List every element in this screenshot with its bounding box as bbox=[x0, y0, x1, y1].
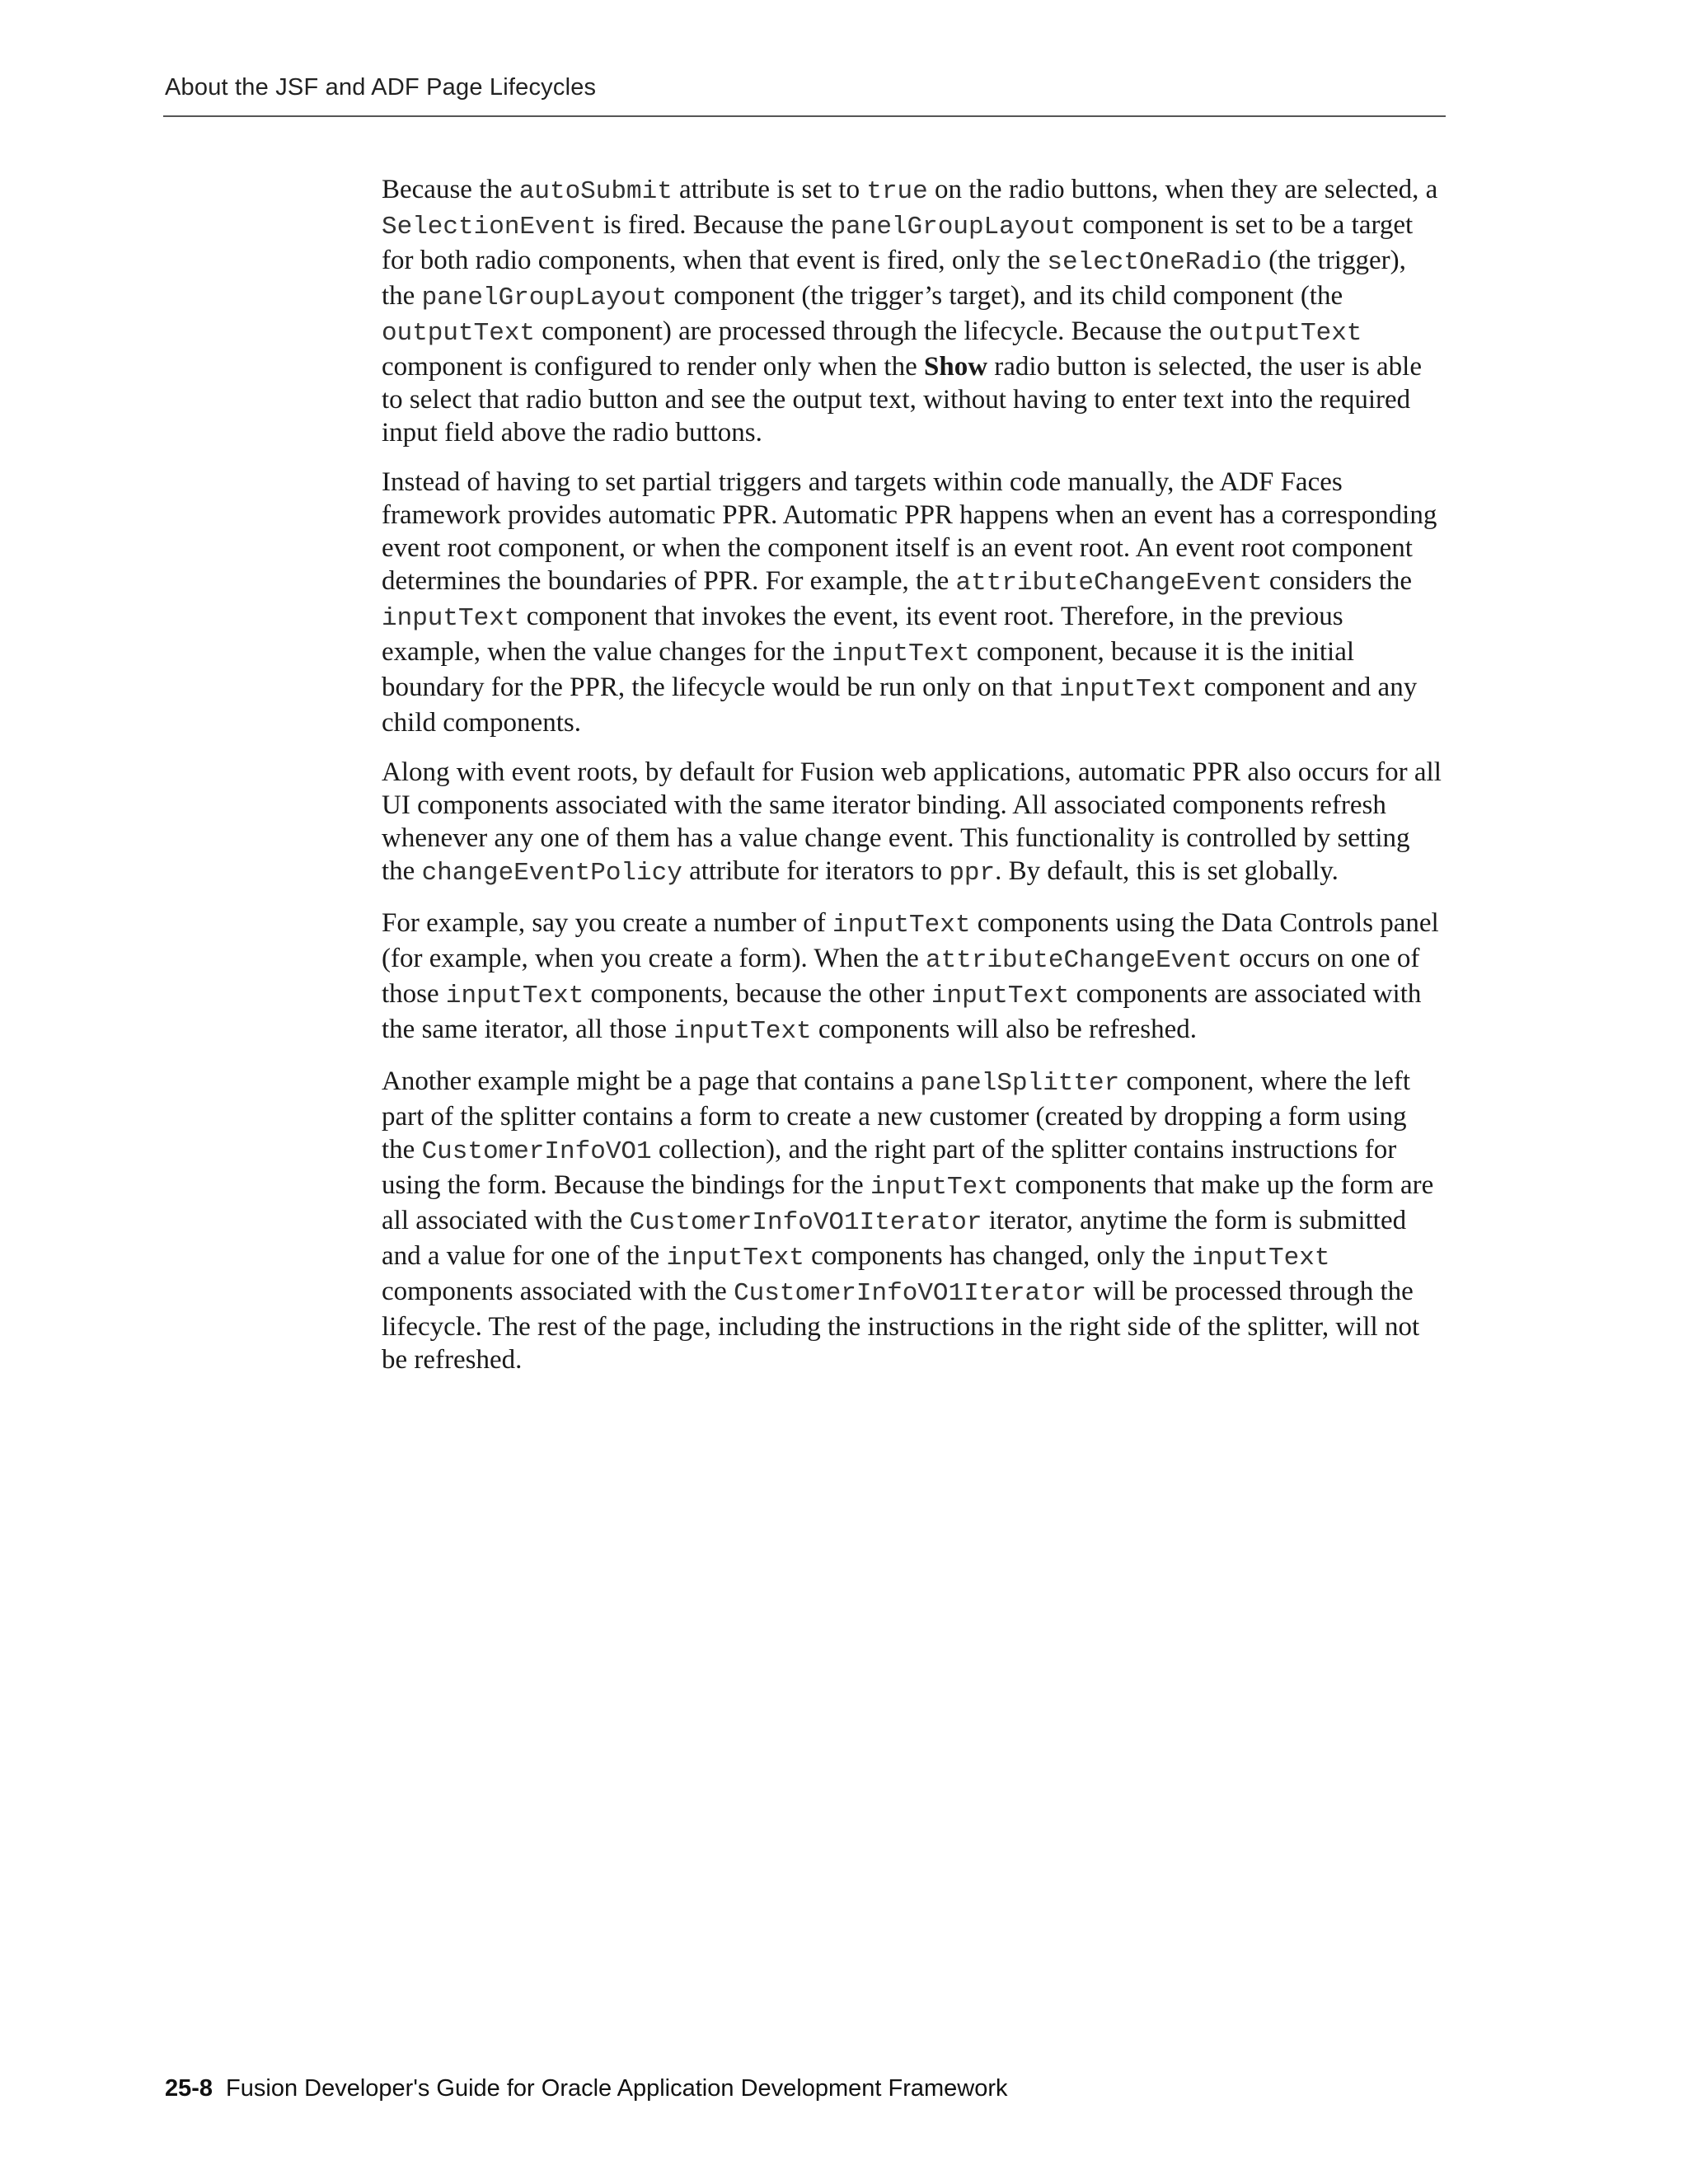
code-term: changeEventPolicy bbox=[421, 859, 682, 888]
code-term: SelectionEvent bbox=[382, 213, 597, 241]
text-run: Another example might be a page that contains a bbox=[382, 1066, 921, 1096]
text-run: components that make up the form are all associated with the bbox=[382, 1170, 1434, 1235]
text-run: considers the bbox=[1262, 566, 1413, 596]
page-number: 25-8 bbox=[165, 2075, 213, 2102]
text-run: occurs on one of those bbox=[382, 944, 1420, 1009]
text-run: Instead of having to set partial triggers and targets within code manually, the ADF Faces framework provides automatic PPR. Automatic PPR happens when an event has a corresponding event root component, or when the component itself is an event root. An event root component determines the boundaries of PPR. For example, the bbox=[382, 467, 1437, 596]
text-run: component, because it is the initial boundary for the PPR, the lifecycle would be run only on that bbox=[382, 637, 1355, 702]
text-run: attribute is set to bbox=[672, 175, 867, 204]
code-term: inputText bbox=[870, 1173, 1009, 1202]
text-run: component (the trigger’s target), and its child component (the bbox=[667, 281, 1343, 311]
code-term: inputText bbox=[673, 1017, 812, 1046]
text-run: is fired. Because the bbox=[596, 210, 831, 240]
code-term: inputText bbox=[1059, 675, 1198, 704]
text-run: components has changed, only the bbox=[804, 1241, 1193, 1271]
code-term: inputText bbox=[445, 982, 584, 1010]
text-run: For example, say you create a number of bbox=[382, 908, 833, 938]
code-term: panelGroupLayout bbox=[830, 213, 1076, 241]
code-term: attributeChangeEvent bbox=[926, 946, 1233, 975]
code-term: autoSubmit bbox=[518, 177, 673, 206]
code-term: inputText bbox=[382, 604, 520, 633]
text-run: component, where the left part of the splitter contains a form to create a new customer (created by dropping a form using the bbox=[382, 1066, 1411, 1165]
text-run: components will also be refreshed. bbox=[811, 1015, 1198, 1044]
running-header: About the JSF and ADF Page Lifecycles bbox=[165, 74, 597, 101]
code-term: inputText bbox=[666, 1244, 804, 1272]
text-run: (the trigger), the bbox=[382, 246, 1406, 311]
body-text bbox=[382, 173, 1445, 1393]
text-run: will be processed through the lifecycle. The rest of the page, including the instructions in the right side of the splitter, will not be refreshed. bbox=[382, 1277, 1420, 1375]
book-title: Fusion Developer's Guide for Oracle Application Development Framework bbox=[226, 2075, 1008, 2102]
code-term: inputText bbox=[1192, 1244, 1330, 1272]
code-term: inputText bbox=[832, 640, 970, 668]
paragraph bbox=[382, 466, 1445, 739]
text-run: component is set to be a target for both radio components, when that event is fired, only the bbox=[382, 210, 1414, 275]
paragraph bbox=[382, 907, 1445, 1048]
text-run: component and any child components. bbox=[382, 673, 1418, 738]
text-run: radio button is selected, the user is able to select that radio button and see the output text, without having to enter text into the required input field above the radio buttons. bbox=[382, 352, 1422, 448]
page-footer bbox=[165, 2075, 1008, 2102]
code-term: inputText bbox=[832, 911, 971, 940]
text-run: components using the Data Controls panel (for example, when you create a form). When the bbox=[382, 908, 1439, 973]
text-run: Because the bbox=[382, 175, 519, 204]
code-term: outputText bbox=[1208, 319, 1362, 348]
header-divider bbox=[163, 115, 1446, 117]
text-run: collection), and the right part of the splitter contains instructions for using the form. Because the bindings for the bbox=[382, 1135, 1397, 1200]
text-run: iterator, anytime the form is submitted and a value for one of the bbox=[382, 1206, 1407, 1271]
text-run: components associated with the bbox=[382, 1277, 734, 1306]
paragraph bbox=[382, 756, 1445, 890]
text-run: components, because the other bbox=[584, 979, 931, 1009]
code-term: panelSplitter bbox=[920, 1069, 1120, 1098]
code-term: attributeChangeEvent bbox=[955, 569, 1263, 598]
code-term: outputText bbox=[382, 319, 536, 348]
text-run: on the radio buttons, when they are selected, a bbox=[927, 175, 1438, 204]
text-run: component that invokes the event, its event root. Therefore, in the previous example, when the value changes for the bbox=[382, 602, 1343, 667]
paragraph bbox=[382, 1065, 1445, 1376]
text-run: components are associated with the same iterator, all those bbox=[382, 979, 1422, 1044]
text-run: . By default, this is set globally. bbox=[995, 856, 1339, 886]
code-term: panelGroupLayout bbox=[421, 284, 668, 312]
paragraph bbox=[382, 173, 1445, 449]
text-run: component) are processed through the lifecycle. Because the bbox=[535, 316, 1209, 346]
code-term: selectOneRadio bbox=[1047, 248, 1262, 277]
code-term: CustomerInfoVO1Iterator bbox=[734, 1279, 1086, 1308]
text-run: Along with event roots, by default for Fusion web applications, automatic PPR also occurs for all UI components associated with the same iterator binding. All associated components refresh whenever any one of them has a value change event. This functionality is controlled by setting the bbox=[382, 757, 1442, 886]
text-run: attribute for iterators to bbox=[682, 856, 950, 886]
bold-term: Show bbox=[924, 352, 988, 382]
code-term: CustomerInfoVO1Iterator bbox=[629, 1208, 982, 1237]
code-term: CustomerInfoVO1 bbox=[421, 1137, 652, 1166]
code-term: inputText bbox=[931, 982, 1070, 1010]
text-run: component is configured to render only when the bbox=[382, 352, 924, 382]
code-term: true bbox=[866, 177, 928, 206]
code-term: ppr bbox=[949, 859, 996, 888]
